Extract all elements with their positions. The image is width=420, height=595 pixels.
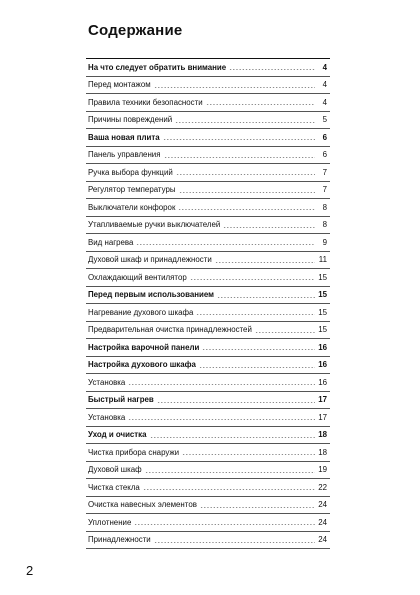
toc-entry-page: 6 xyxy=(322,150,327,160)
toc-entry xyxy=(86,374,330,392)
dot-leader xyxy=(199,367,315,368)
toc-entry-page: 4 xyxy=(322,97,327,107)
toc-entry-page: 11 xyxy=(318,255,327,265)
toc-entry-page: 7 xyxy=(322,167,327,177)
dot-leader xyxy=(229,69,315,70)
dot-leader xyxy=(175,122,315,123)
toc-entry-page: 18 xyxy=(318,430,327,440)
toc-entry-label: Причины повреждений xyxy=(88,115,173,125)
toc-entry-page: 4 xyxy=(322,80,327,90)
toc-entry xyxy=(86,357,330,375)
toc-entry xyxy=(86,269,330,287)
toc-entry-page: 16 xyxy=(318,377,327,387)
toc-entry-page: 15 xyxy=(318,290,327,300)
toc-entry-label: Перед первым использованием xyxy=(88,290,214,300)
toc-entry-label: Вид нагрева xyxy=(88,237,134,247)
toc-entry-label: Настройка варочной панели xyxy=(88,342,200,352)
toc-entry-label: Чистка прибора снаружи xyxy=(88,447,180,457)
toc-entry xyxy=(86,479,330,497)
toc-entry-page: 9 xyxy=(322,237,327,247)
dot-leader xyxy=(255,332,315,333)
toc-entry-label: Чистка стекла xyxy=(88,482,140,492)
toc-entry-page: 16 xyxy=(318,360,327,370)
toc-entry-page: 15 xyxy=(318,272,327,282)
toc-entry-page: 7 xyxy=(322,185,327,195)
dot-leader xyxy=(157,402,315,403)
toc-entry-label: Уход и очистка xyxy=(88,430,147,440)
dot-leader xyxy=(128,419,315,420)
toc-entry-label: Уплотнение xyxy=(88,517,132,527)
dot-leader xyxy=(163,139,315,140)
toc-entry-page: 6 xyxy=(322,132,327,142)
toc-entry xyxy=(86,199,330,217)
toc-entry-page: 5 xyxy=(322,115,327,125)
toc-entry-page: 24 xyxy=(318,535,327,545)
toc-entry-label: Правила техники безопасности xyxy=(88,97,203,107)
dot-leader xyxy=(217,297,315,298)
toc-entry xyxy=(86,339,330,357)
page-title: Содержание xyxy=(88,22,183,39)
toc-entry-page: 4 xyxy=(322,62,327,72)
toc-entry-label: Ваша новая плита xyxy=(88,132,160,142)
dot-leader xyxy=(143,489,315,490)
dot-leader xyxy=(182,454,315,455)
toc-entry-page: 16 xyxy=(318,342,327,352)
toc-entry-label: Духовой шкаф xyxy=(88,465,142,475)
dot-leader xyxy=(154,87,315,88)
toc-entry-page: 17 xyxy=(318,395,327,405)
dot-leader xyxy=(178,209,315,210)
dot-leader xyxy=(145,472,315,473)
toc-entry xyxy=(86,94,330,112)
toc-entry-label: Утапливаемые ручки выключателей xyxy=(88,220,221,230)
dot-leader xyxy=(128,384,315,385)
toc-entry xyxy=(86,304,330,322)
toc-entry xyxy=(86,234,330,252)
dot-leader xyxy=(134,524,315,525)
toc-entry-label: Быстрый нагрев xyxy=(88,395,154,405)
toc-entry-label: Нагревание духового шкафа xyxy=(88,307,194,317)
toc-entry xyxy=(86,444,330,462)
toc-entry-page: 24 xyxy=(318,517,327,527)
toc-entry-page: 15 xyxy=(318,307,327,317)
toc-entry-page: 17 xyxy=(318,412,327,422)
toc-entry xyxy=(86,392,330,410)
toc-entry-label: Принадлежности xyxy=(88,535,151,545)
toc-entry-label: На что следует обратить внимание xyxy=(88,62,227,72)
toc-entry xyxy=(86,409,330,427)
toc-entry-label: Охлаждающий вентилятор xyxy=(88,272,187,282)
toc-entry-page: 24 xyxy=(318,500,327,510)
toc-entry xyxy=(86,252,330,270)
toc-entry-label: Предварительная очистка принадлежностей xyxy=(88,325,252,335)
dot-leader xyxy=(150,437,315,438)
toc-entry-page: 8 xyxy=(322,202,327,212)
toc-entry xyxy=(86,532,330,550)
toc-entry xyxy=(86,129,330,147)
toc-entry xyxy=(86,514,330,532)
toc-entry xyxy=(86,147,330,165)
dot-leader xyxy=(154,542,315,543)
toc-entry xyxy=(86,217,330,235)
dot-leader xyxy=(215,262,315,263)
dot-leader xyxy=(202,349,315,350)
toc-entry-label: Установка xyxy=(88,377,126,387)
toc-entry-label: Духовой шкаф и принадлежности xyxy=(88,255,212,265)
toc-entry xyxy=(86,497,330,515)
toc-entry-label: Выключатели конфорок xyxy=(88,202,176,212)
toc-entry xyxy=(86,164,330,182)
dot-leader xyxy=(164,157,316,158)
dot-leader xyxy=(179,192,315,193)
dot-leader xyxy=(223,227,315,228)
toc-entry xyxy=(86,427,330,445)
toc-entry-page: 15 xyxy=(318,325,327,335)
toc-entry-label: Панель управления xyxy=(88,150,161,160)
toc-entry-page: 22 xyxy=(318,482,327,492)
toc-entry xyxy=(86,287,330,305)
toc-entry xyxy=(86,59,330,77)
dot-leader xyxy=(200,507,315,508)
toc-entry-label: Ручка выбора функций xyxy=(88,167,173,177)
toc-entry-page: 18 xyxy=(318,447,327,457)
table-of-contents xyxy=(86,58,330,549)
dot-leader xyxy=(136,244,315,245)
toc-entry xyxy=(86,182,330,200)
dot-leader xyxy=(206,104,315,105)
toc-entry xyxy=(86,112,330,130)
toc-entry-label: Настройка духового шкафа xyxy=(88,360,196,370)
toc-entry-label: Перед монтажом xyxy=(88,80,151,90)
toc-entry-label: Регулятор температуры xyxy=(88,185,176,195)
toc-entry xyxy=(86,462,330,480)
toc-entry-page: 19 xyxy=(318,465,327,475)
page-number: 2 xyxy=(26,563,34,578)
dot-leader xyxy=(176,174,315,175)
dot-leader xyxy=(196,314,315,315)
toc-entry xyxy=(86,322,330,340)
toc-entry xyxy=(86,77,330,95)
toc-entry-label: Установка xyxy=(88,412,126,422)
toc-entry-page: 8 xyxy=(322,220,327,230)
dot-leader xyxy=(190,279,315,280)
toc-entry-label: Очистка навесных элементов xyxy=(88,500,197,510)
